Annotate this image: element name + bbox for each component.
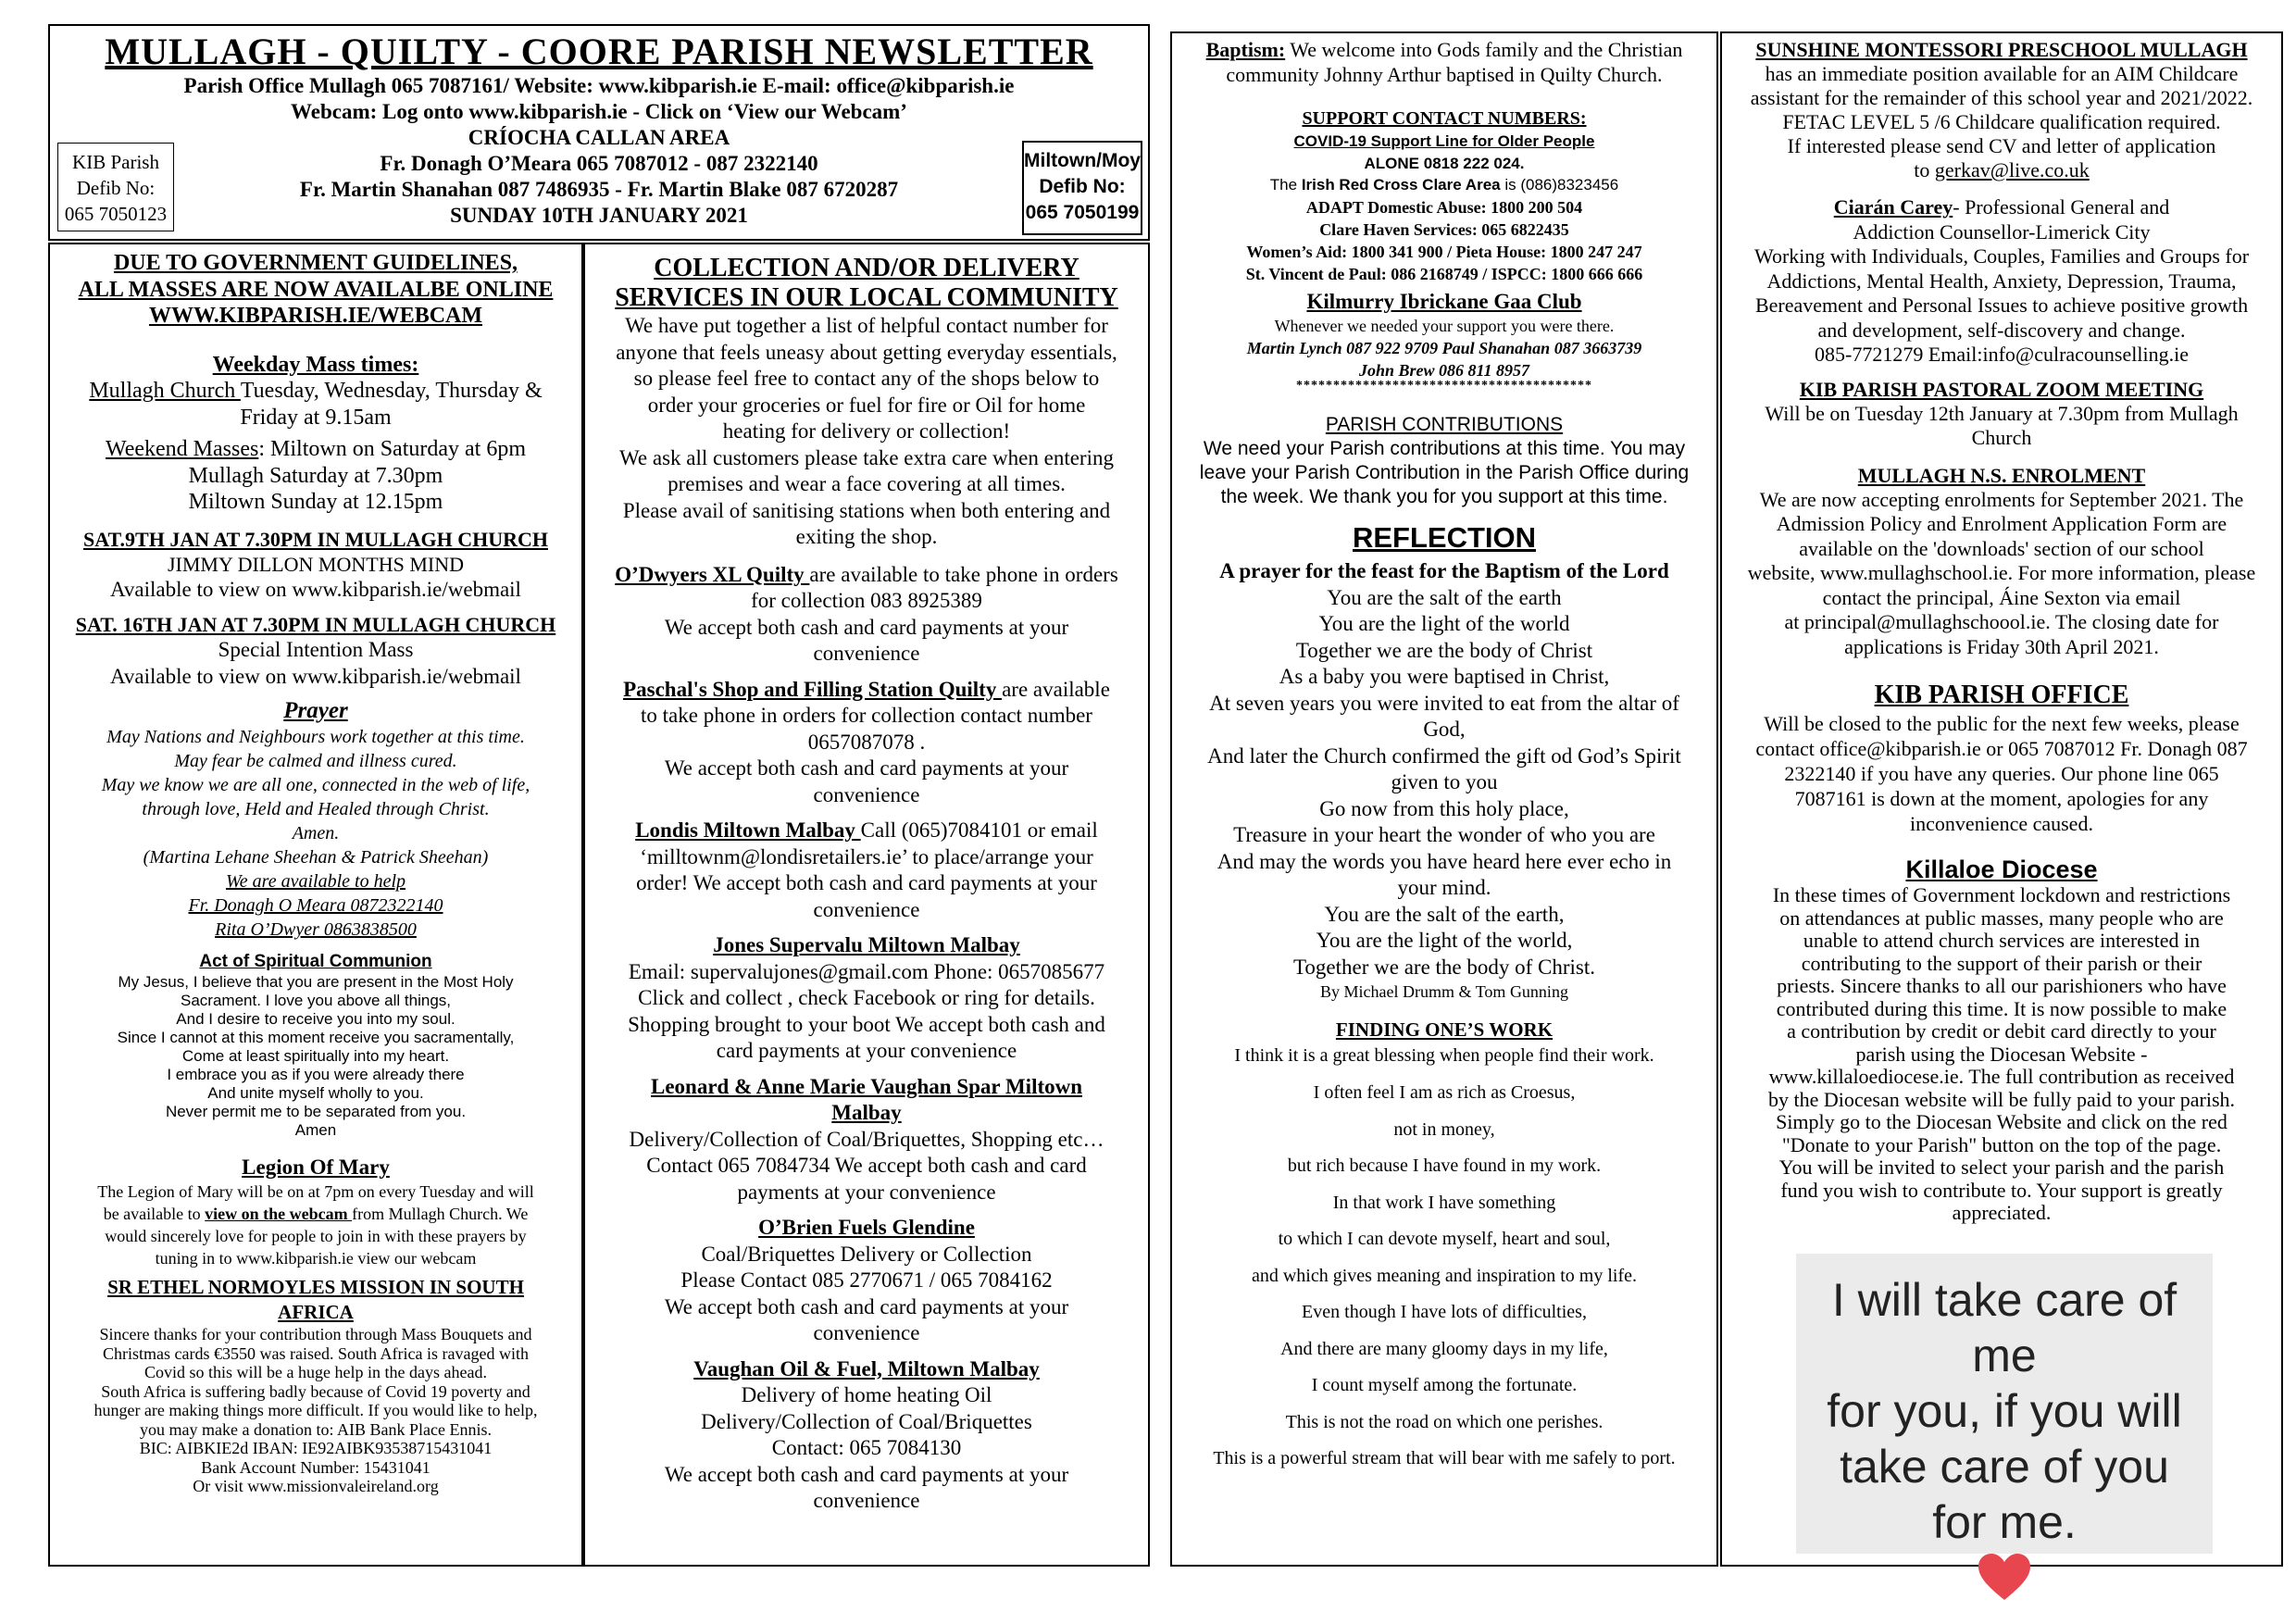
shop-text: We accept both cash and card payments at your [664,1462,1069,1486]
shop-text: convenience [813,897,920,921]
church-name: Mullagh Church [89,379,241,403]
killaloe-line: You will be invited to select your parish and the parish [1778,1156,2225,1179]
montessori-line: has an immediate position available for an AIM Childcare [1765,62,2239,85]
shop-name: O’Dwyers XL Quilty [615,562,810,586]
services-intro [585,313,1148,551]
killaloe-line: Simply go to the Diocesan Website and click on the red [1776,1110,2227,1133]
ns-line: contact the principal, Áine Sexton via email [1822,585,2181,609]
shop-name: Londis Miltown Malbay [635,818,861,842]
communion-line: Since I cannot at this moment receive you sacramentally, [117,1029,515,1046]
zoom-text [1722,402,2281,450]
notice-line: DUE TO GOVERNMENT GUIDELINES, [113,251,518,275]
support-line: is (086)8323456 [1500,176,1619,194]
prayer-line: (Martina Lehane Sheehan & Patrick Sheehan) [143,847,489,868]
contrib-line: leave your Parish Contribution in the Parish Office during [1199,461,1690,483]
work-line: This is not the road on which one perishes. [1285,1411,1603,1432]
baptism-text: We welcome into Gods family and the Christian [1285,38,1683,61]
priest-line-1: Fr. Donagh O’Meara 065 7087012 - 087 2322140 [380,152,818,175]
shop-text: are available [1002,677,1110,701]
legion-line: would sincerely love for people to join in with these prayers by [105,1227,527,1245]
weekend-time: Mullagh Saturday at 7.30pm [188,463,443,488]
column-support-reflection [1170,31,1718,1567]
mission-heading: SR ETHEL NORMOYLES MISSION IN SOUTH AFRICA [107,1276,524,1323]
vaughan-spar-entry [585,1074,1148,1206]
support-line: The [1269,176,1302,194]
reflection-line: You are the salt of the earth, [1324,902,1565,926]
contrib-line: We need your Parish contributions at this time. You may [1203,437,1686,459]
sat9-text: JIMMY DILLON MONTHS MIND [167,552,464,576]
defib-label: KIB Parish [72,151,159,173]
reflection-line: You are the light of the world, [1316,929,1573,952]
killaloe-heading: Killaloe Diocese [1905,856,2098,883]
counsellor-entry [1722,195,2281,368]
priest-line-2: Fr. Martin Shanahan 087 7486935 - Fr. Martin Blake 087 6720287 [299,178,899,201]
legion-line: tuning in to www.kibparish.ie view our webcam [155,1249,477,1268]
support-line: St. Vincent de Paul: 086 2168749 / ISPCC: 1800 666 666 [1245,264,1643,283]
londis-entry [585,818,1148,923]
miltown-defib-box [1022,141,1142,235]
weekend-mass-text [50,436,581,463]
sat16-heading: SAT. 16TH JAN AT 7.30PM IN MULLAGH CHURCH [75,613,556,636]
reflection-line: Together we are the body of Christ. [1292,955,1596,979]
help-contact: Fr. Donagh O Meara 0872322140 [188,895,443,916]
intro-line: We have put together a list of helpful contact number for [625,314,1108,337]
reflection-line: And later the Church confirmed the gift od God’s Spirit [1207,743,1681,768]
counsellor-contact: 085-7721279 Email:info@culracounselling.ie [1815,343,2189,366]
shop-text: Email: supervalujones@gmail.com Phone: 0657085677 [628,959,1105,983]
communion-line: And unite myself wholly to you. [207,1084,424,1102]
sat9-link: Available to view on www.kibparish.ie/webmail [110,577,521,601]
montessori-heading: SUNSHINE MONTESSORI PRESCHOOL MULLAGH [1755,38,2248,61]
shop-text: 0657087078 . [807,730,926,754]
killaloe-line: "Donate to your Parish" button on the top of the page. [1781,1132,2222,1156]
shop-text: Click and collect , check Facebook or ring for details. [638,986,1095,1009]
prayer-line: May Nations and Neighbours work together at this time. [106,727,525,747]
ns-heading: MULLAGH N.S. ENROLMENT [1857,463,2146,487]
intro-line: Please avail of sanitising stations when both entering and [622,498,1111,522]
shop-text: We accept both cash and card payments at your [664,756,1069,780]
shop-text: Delivery of home heating Oil [741,1383,992,1406]
reflection-line: your mind. [1397,876,1491,899]
communion-line: Come at least spiritually into my heart. [181,1047,450,1065]
paschal-entry [585,677,1148,809]
weekend-time: Miltown Sunday at 12.15pm [188,490,443,514]
communion-text [50,973,581,1140]
vaughan-oil-entry [585,1356,1148,1515]
support-list [1172,196,1716,285]
montessori-line: If interested please send CV and letter of application [1787,134,2216,157]
support-line: COVID-19 Support Line for Older People [1293,132,1595,150]
legion-text [50,1181,581,1269]
work-line: and which gives meaning and inspiration to my life. [1251,1265,1638,1286]
ns-text [1722,488,2281,660]
quote-text [1796,1272,2213,1550]
quote-card [1796,1254,2213,1554]
obrien-entry [585,1215,1148,1347]
heart-icon [1977,1552,2032,1602]
killaloe-line: by the Diocesan website will be fully paid to your parish. [1767,1087,2236,1111]
montessori-line: FETAC LEVEL 5 /6 Childcare qualification required. [1782,110,2221,133]
mission-text [50,1325,581,1496]
contrib-line: the week. We thank you for you support at this time. [1220,485,1668,507]
reflection-author: By Michael Drumm & Tom Gunning [1320,982,1568,1001]
shop-text: Delivery/Collection of Coal/Briquettes, Shopping etc… [629,1127,1104,1151]
legion-line: The Legion of Mary will be on at 7pm on every Tuesday and will [97,1182,534,1201]
montessori-email-link[interactable]: gerkav@live.co.uk [1934,158,2090,181]
shop-email: ‘milltownm@londisretailers.ie’ to place/arrange your [640,844,1093,868]
communion-line: Amen [294,1121,337,1139]
support-line: ALONE 0818 222 024. [1364,154,1525,172]
zoom-line: Will be on Tuesday 12th January at 7.30pm from Mullagh [1765,401,2239,425]
mission-line: South Africa is suffering badly because of Covid 19 poverty and [101,1381,530,1401]
reflection-line: Go now from this holy place, [1319,796,1569,820]
office-line: contact office@kibparish.ie or 065 7087012 Fr. Donagh 087 [1755,737,2248,760]
work-line: I think it is a great blessing when people find their work. [1234,1045,1654,1066]
intro-line: We ask all customers please take extra care when entering [619,445,1114,469]
shop-name: Vaughan Oil & Fuel, Miltown Malbay [693,1356,1040,1380]
support-line: Women’s Aid: 1800 341 900 / Pieta House: 1800 247 247 [1246,242,1642,261]
communion-line: I embrace you as if you were already there [167,1066,465,1083]
intro-line: order your groceries or fuel for fire or Oil for home [647,393,1086,417]
notice-line: ALL MASSES ARE NOW AVAILALBE ONLINE [78,277,554,302]
shop-text: We accept both cash and card payments at your [664,615,1069,639]
gaa-contacts: Martin Lynch 087 922 9709 Paul Shanahan 087 3663739 [1246,338,1642,357]
shop-text: convenience [813,782,920,806]
shop-name: Jones Supervalu Miltown Malbay [713,933,1020,956]
counsellor-text: - Professional General and [1953,195,2170,219]
sat16-link: Available to view on www.kibparish.ie/webmail [110,664,521,688]
defib-label: Miltown/Moy [1024,150,1141,171]
quote-line: take care of you [1840,1441,2169,1493]
support-line: Irish Red Cross Clare Area [1301,176,1501,194]
counsellor-text: Addiction Counsellor-Limerick City [1853,219,2151,244]
heading-line: COLLECTION AND/OR DELIVERY [654,254,1079,282]
ns-line: available on the 'downloads' section of our school [1799,536,2204,560]
intro-line: anyone that feels uneasy about getting everyday essentials, [616,340,1117,364]
prayer-line: May fear be calmed and illness cured. [174,751,457,771]
reflection-line: And may the words you have heard here ever echo in [1217,849,1672,873]
office-line: 7087161 is down at the moment, apologies for any [1794,787,2209,810]
shop-text: convenience [813,1321,920,1344]
intro-line: heating for delivery or collection! [722,419,1011,443]
ns-line: website, www.mullaghschool.ie. For more information, please [1747,561,2256,584]
help-heading: We are available to help [225,871,406,892]
shop-text: Contact 065 7084734 We accept both cash and card [646,1154,1087,1177]
intro-line: premises and wear a face covering at all times. [668,472,1066,495]
mission-line: Sincere thanks for your contribution through Mass Bouquets and [99,1325,532,1343]
reflection-line: At seven years you were invited to eat from the altar of [1209,691,1679,715]
mission-line: you may make a donation to: AIB Bank Place Ennis. [140,1419,492,1439]
reflection-line: Together we are the body of Christ [1295,638,1593,662]
heading-line: SERVICES IN OUR LOCAL COMMUNITY [615,283,1118,312]
quote-line: I will take care of me [1831,1274,2177,1381]
zoom-line: Church [1971,425,2032,449]
weekend-time: : Miltown on Saturday at 6pm [258,437,526,461]
support-line: Clare Haven Services: 065 6822435 [1319,219,1569,239]
sat9-heading: SAT.9TH JAN AT 7.30PM IN MULLAGH CHURCH [83,527,548,551]
mission-line: Covid so this will be a huge help in the days ahead. [144,1363,487,1381]
jones-entry [585,932,1148,1065]
work-line: not in money, [1393,1118,1495,1140]
kib-defib-box [57,143,174,231]
prayer-line: Amen. [292,823,340,843]
weekday-mass-heading: Weekday Mass times: [212,352,419,377]
column-masses [48,243,583,1567]
communion-line: My Jesus, I believe that you are present in the Most Holy [118,973,514,991]
ns-line: applications is Friday 30th April 2021. [1844,634,2159,658]
killaloe-line: on attendances at public masses, many people who are [1779,906,2224,930]
quote-line: for me. [1932,1496,2077,1548]
ns-line: We are now accepting enrolments for September 2021. The [1759,487,2244,511]
mass-days: Tuesday, Wednesday, Thursday & [240,379,543,403]
shop-name: Leonard & Anne Marie Vaughan Spar Miltown [650,1074,1083,1098]
webcam-link[interactable]: view on the webcam [205,1205,353,1223]
mass-time: Friday at 9.15am [240,405,392,430]
help-contact: Rita O’Dwyer 0863838500 [215,919,417,940]
work-line: but rich because I have found in my work. [1287,1156,1602,1176]
office-text [1722,711,2281,836]
notice-line: WWW.KIBPARISH.IE/WEBCAM [148,304,483,328]
shop-name: O’Brien Fuels Glendine [758,1216,975,1239]
shop-text: We accept both cash and card payments at your [664,1294,1069,1318]
killaloe-line: contributed during this time. It is now possible to make [1776,996,2227,1020]
defib-label: Defib No: [1039,176,1126,197]
newsletter-date: SUNDAY 10TH JANUARY 2021 [450,204,748,227]
work-line: to which I can devote myself, heart and soul, [1278,1229,1611,1249]
intro-line: exiting the shop. [795,525,938,548]
office-line: inconvenience caused. [1910,812,2093,835]
office-line: Will be closed to the public for the next few weeks, please [1764,712,2240,735]
legion-line: be available to [103,1205,206,1223]
communion-line: Sacrament. I love you above all things, [181,992,451,1009]
services-heading [585,254,1148,313]
killaloe-line: fund you wish to contribute to. Your support is greatly [1780,1178,2223,1202]
prayer-text [50,725,581,942]
reflection-line: You are the salt of the earth [1327,585,1562,609]
reflection-heading: REFLECTION [1352,520,1537,554]
shop-text: are available to take phone in orders [809,562,1118,586]
mission-line: Christmas cards €3550 was raised. South Africa is ravaged with [103,1343,529,1363]
gaa-heading: Kilmurry Ibrickane Gaa Club [1306,289,1582,313]
work-line: I count myself among the fortunate. [1311,1375,1578,1395]
work-line: And there are many gloomy days in my life, [1280,1338,1608,1359]
shop-text: Contact: 065 7084130 [771,1436,962,1459]
montessori-line: to [1914,158,1935,181]
communion-line: Never permit me to be separated from you. [165,1103,467,1120]
killaloe-line: priests. Sincere thanks to all our parishioners who have [1777,974,2227,997]
quote-line: for you, if you will [1827,1385,2182,1437]
legion-heading: Legion Of Mary [242,1156,390,1179]
prayer-line: through love, Held and Healed through Christ. [142,799,490,819]
reflection-line: Treasure in your heart the wonder of who you are [1233,823,1655,846]
ns-line: Admission Policy and Enrolment Application Form are [1776,512,2227,535]
support-heading: SUPPORT CONTACT NUMBERS: [1302,108,1587,129]
defib-number: 065 7050123 [64,203,168,225]
counsellor-text: Working with Individuals, Couples, Families and Groups for [1753,244,2250,268]
reflection-line: God, [1423,718,1466,741]
column-local-services [583,243,1150,1567]
reflection-text [1172,585,1716,981]
newsletter-header [48,24,1150,241]
reflection-line: given to you [1391,770,1498,793]
killaloe-line: www.killaloediocese.ie. The full contribution as received [1768,1065,2235,1088]
office-heading: KIB PARISH OFFICE [1874,681,2129,709]
baptism-text: community Johnny Arthur baptised in Quilty Church. [1226,63,1663,86]
reflection-line: You are the light of the world [1318,612,1570,635]
reflection-line: As a baby you were baptised in Christ, [1279,665,1610,688]
montessori-line: assistant for the remainder of this school year and 2021/2022. [1750,86,2253,109]
prayer-heading: Prayer [283,698,348,723]
counsellor-text: and development, self-discovery and change. [1817,318,2186,342]
shop-text: Coal/Briquettes Delivery or Collection [701,1242,1032,1266]
mission-line: Or visit www.missionvaleireland.org [193,1477,439,1495]
work-line: In that work I have something [1332,1192,1556,1213]
baptism-notice [1172,37,1716,87]
shop-text: Shopping brought to your boot We accept both cash and [628,1012,1105,1036]
shop-text: Call (065)7084101 or email [860,818,1098,842]
reflection-title: A prayer for the feast for the Baptism of the Lord [1219,558,1669,582]
mission-line: hunger are making things more difficult. If you would like to help, [94,1401,538,1419]
zoom-heading: KIB PARISH PASTORAL ZOOM MEETING [1799,377,2204,401]
work-line: I often feel I am as rich as Croesus, [1313,1082,1576,1103]
shop-name: Malbay [831,1101,902,1124]
odwyers-entry [585,562,1148,668]
support-contacts [1172,131,1716,196]
ns-line: at principal@mullaghschoool.ie. The closing date for [1784,610,2219,633]
area-line: CRÍOCHA CALLAN AREA [468,126,730,149]
killaloe-line: parish using the Diocesan Website - [1855,1042,2148,1066]
mission-line: Bank Account Number: 15431041 [201,1457,430,1477]
webcam-line: Webcam: Log onto www.kibparish.ie - Click on ‘View our Webcam’ [291,100,907,123]
shop-text: convenience [813,642,920,665]
communion-heading: Act of Spiritual Communion [199,952,432,971]
divider-stars: **************************************** [1296,378,1592,393]
newsletter-title: MULLAGH - QUILTY - COORE PARISH NEWSLETTER [105,31,1093,72]
shop-text: order! We accept both cash and card payments at your [636,871,1097,894]
work-line: Even though I have lots of difficulties, [1302,1302,1587,1322]
killaloe-line: In these times of Government lockdown and restrictions [1772,883,2231,906]
shop-text: for collection 083 8925389 [751,589,982,612]
support-line: ADAPT Domestic Abuse: 1800 200 504 [1305,197,1583,217]
killaloe-line: appreciated. [1952,1201,2052,1224]
counsellor-text: Bereavement and Personal Issues to achieve positive growth [1754,294,2249,317]
shop-text: Please Contact 085 2770671 / 065 7084162 [680,1268,1053,1292]
parish-office-line: Parish Office Mullagh 065 7087161/ Website: www.kibparish.ie E-mail: office@kibparish.ie [183,74,1015,97]
mission-line: BIC: AIBKIE2d IBAN: IE92AIBK93538715431041 [139,1439,493,1457]
killaloe-line: contributing to the support of their parish or their [1801,951,2202,975]
defib-number: 065 7050199 [1025,202,1140,223]
work-line: This is a powerful stream that will bear with me safely to port. [1213,1448,1676,1468]
shop-text: convenience [813,1489,920,1512]
weekday-mass-text [50,378,581,405]
gaa-text: Whenever we needed your support you were there. [1274,316,1615,335]
communion-line: And I desire to receive you into my soul. [176,1010,455,1028]
work-heading: FINDING ONE’S WORK [1335,1018,1554,1041]
office-line: 2322140 if you have any queries. Our phone line 065 [1784,762,2219,785]
weekend-label: Weekend Masses [105,437,259,461]
shop-name: Paschal's Shop and Filling Station Quilty [623,677,1003,701]
prayer-line: May we know we are all one, connected in the web of life, [101,775,530,795]
shop-text: payments at your convenience [737,1180,996,1204]
masses-online-notice [50,250,581,330]
killaloe-line: unable to attend church services are interested in [1803,929,2201,952]
counsellor-text: Addictions, Mental Health, Anxiety, Depression, Trauma, [1766,269,2237,293]
contributions-text [1172,437,1716,509]
contributions-heading: PARISH CONTRIBUTIONS [1325,413,1564,435]
shop-text: to take phone in orders for collection contact number [641,704,1092,727]
shop-text: card payments at your convenience [716,1039,1017,1062]
killaloe-text [1722,884,2281,1225]
counsellor-name: Ciarán Carey [1833,195,1953,219]
intro-line: so please feel free to contact any of the shops below to [633,367,1100,390]
defib-label: Defib No: [76,177,156,199]
shop-text: Delivery/Collection of Coal/Briquettes [701,1409,1032,1433]
montessori-text [1722,62,2281,182]
sat16-text: Special Intention Mass [218,638,414,661]
work-text [1172,1042,1716,1478]
gaa-contacts: John Brew 086 811 8957 [1358,360,1530,380]
killaloe-line: a contribution by credit or debit card directly to your [1787,1019,2216,1043]
baptism-label: Baptism: [1205,38,1286,61]
legion-line: from Mullagh Church. We [352,1205,529,1223]
